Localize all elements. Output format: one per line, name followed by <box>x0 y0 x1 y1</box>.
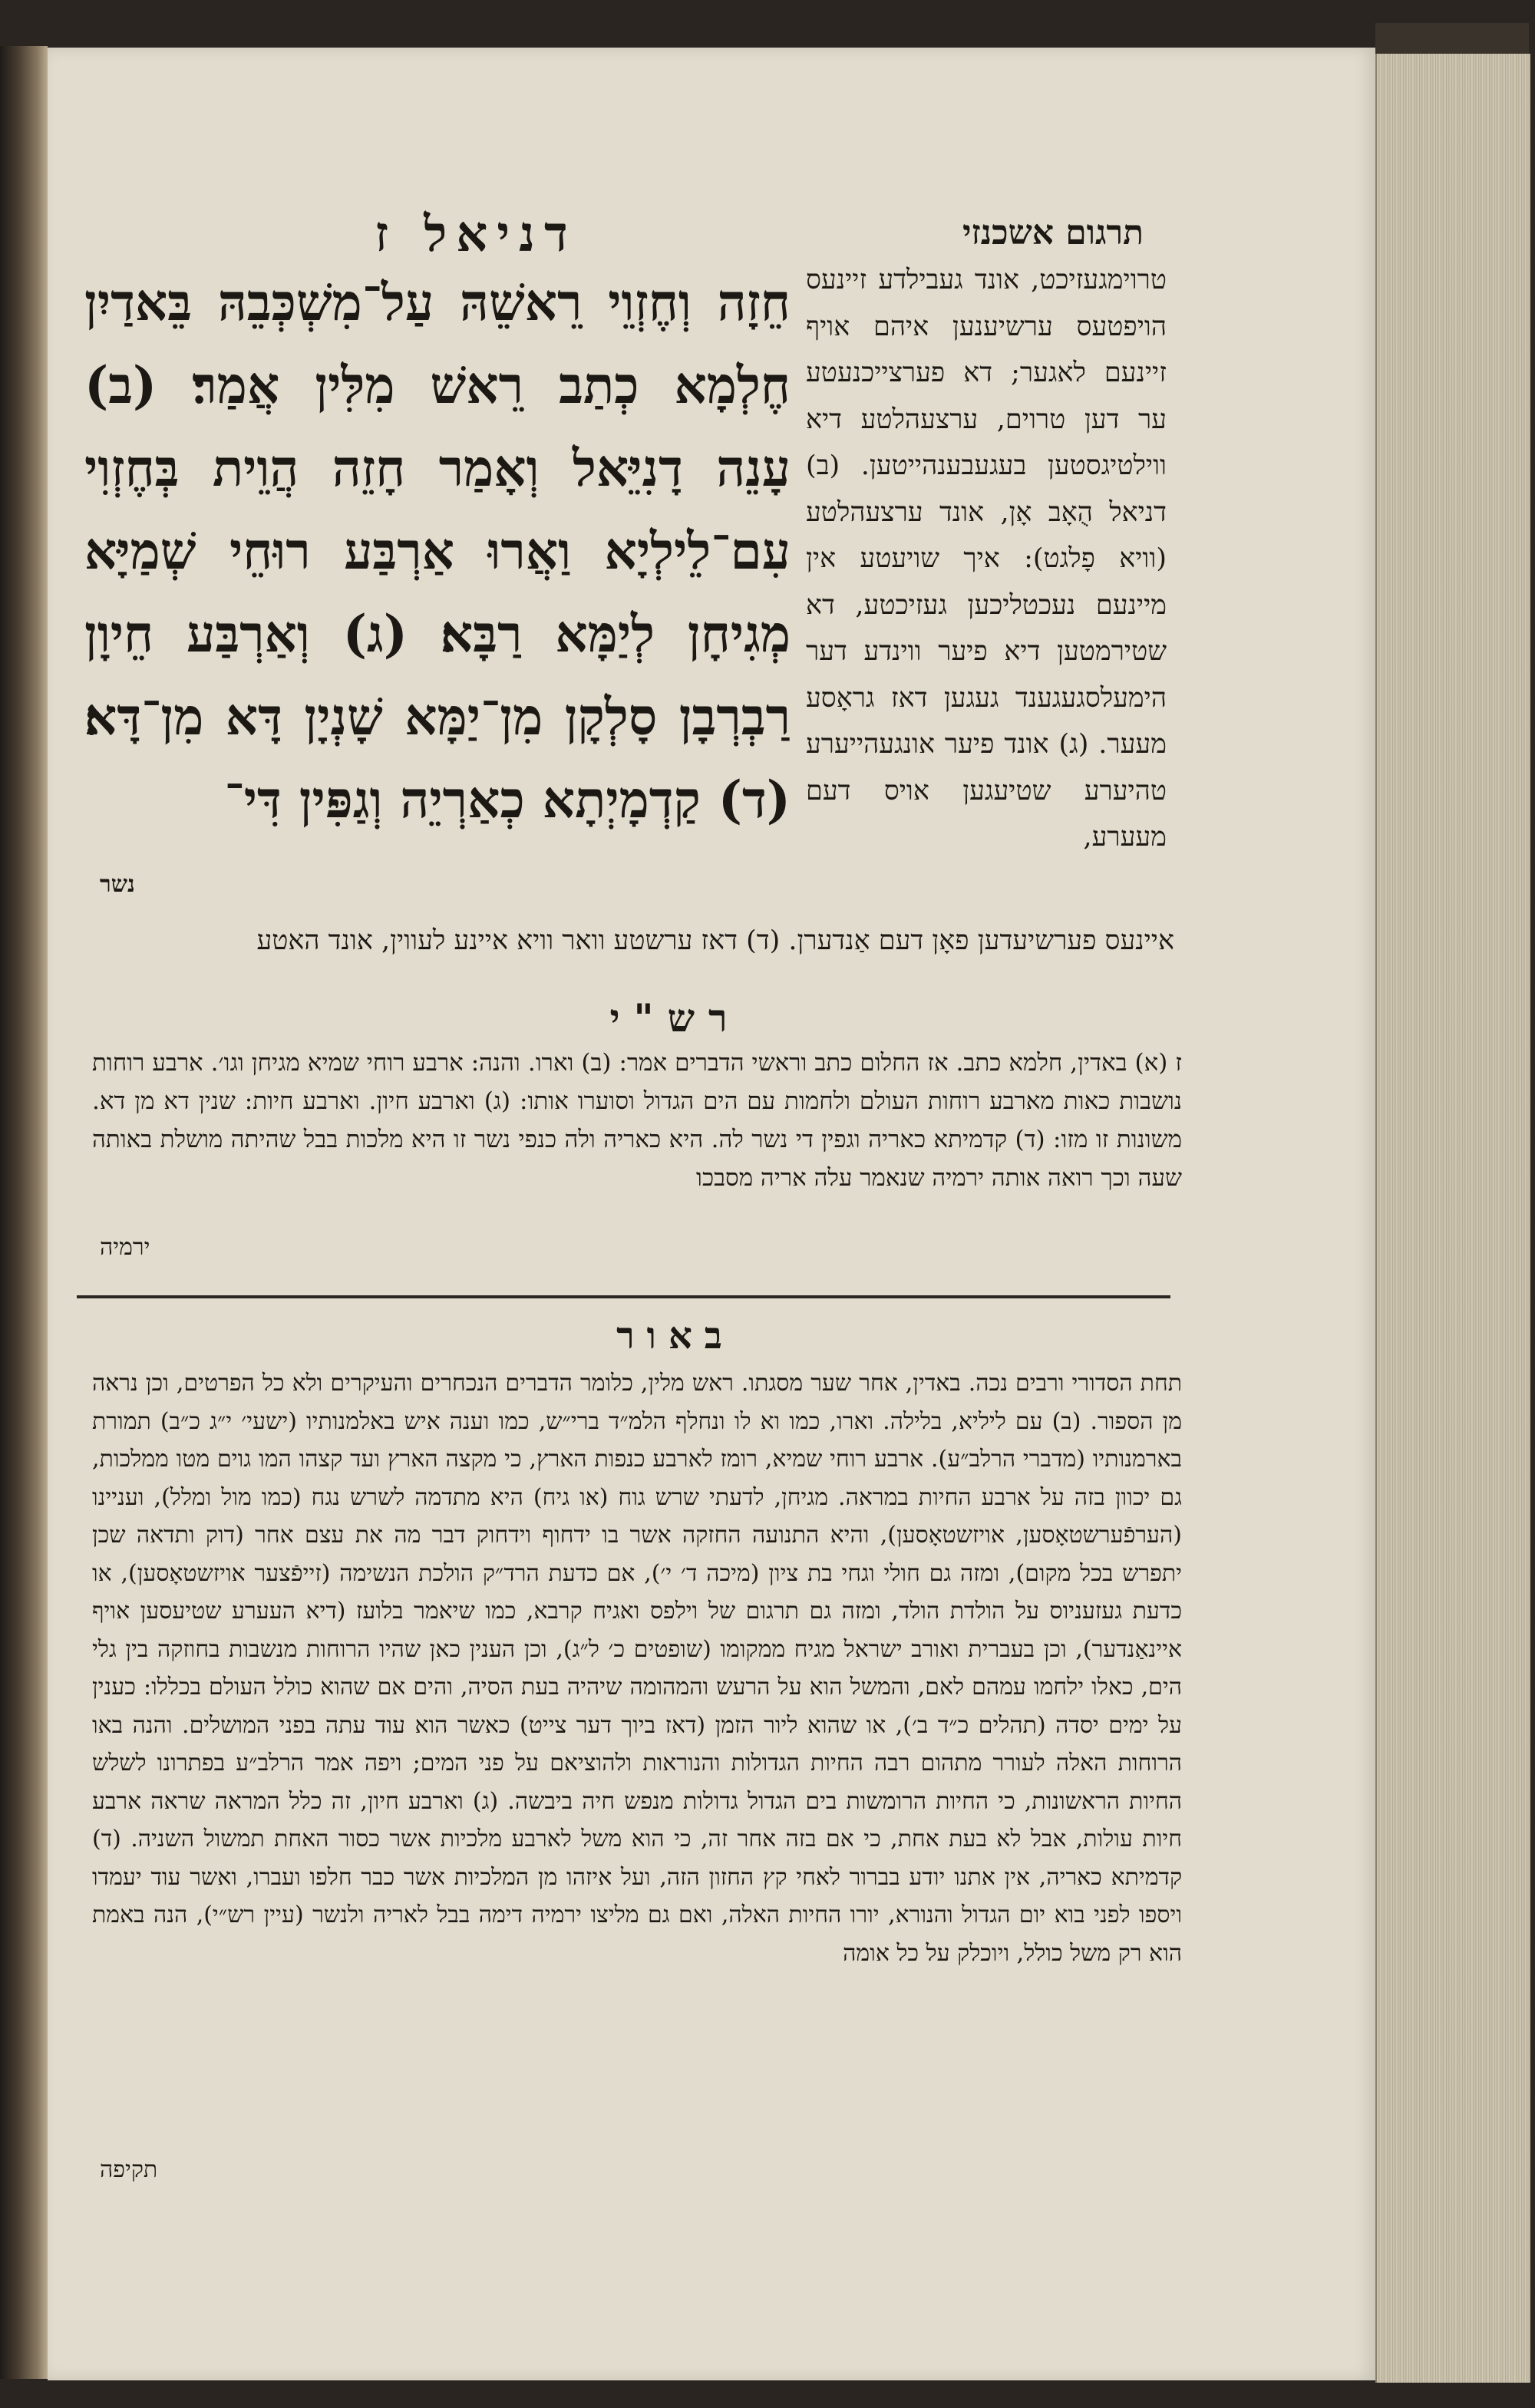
biur-commentary: תחת הסדורי ורבים נכה. באדין, אחר שער מסגתו. ראש מלין, כלומר הדברים הנכחרים והעיקרים ולא כל הפרטים, וכן נראה מן הספור. (ב) עם ליליא, בלילה. וארו, כמו וא לו ונחלף הלמ״ד ברי״ש, כמו וענה איש באלמנותיו (ישעי׳ י״ג כ״ב) תמורת בארמנותיו (מדברי הרלב״ע). ארבע רוחי שמיא, רומז לארבע כנפות הארץ, כי מקצה הארץ ועד קצהו המו גוים מטו ממלכות, גם יכוון בזה על ארבע החיות במראה. מגיחן, לדעתי שרש גוח (או גיח) היא מתדמה לשרש נגח (כמו מול ומלל), ועניינו (הערפֿערשטאָסען, אויזשטאָסען), והיא התנועה החזקה אשר בו ידחוף וידחוק דבר מה את עצם אחר (דוק ותדאה שכן יתפרש בכל מקום), ומזה גם חולי וגחי בת ציון (מיכה ד׳ י׳), אם כדעת הרד״ק הולכת הנשימה (זייפֿצער אויזשטאָסען), או כדעת געזעניוס על הולדת הולד, ומזה גם תרגום של וילפס ואגיח קרבא, כמו שיאמר בלועז (דיא העערע שטיעסען אויף איינאַנדער), וכן בעברית ואורב ישראל מגיח ממקומו (שופטים כ׳ ל״ג), וכן הענין כאן שהיו הרוחות מנשבות בחוזקה בין גלי הים, כאלו ילחמו עמהם לאם, והמשל הוא על הרעש והמהומה שיהיה בעת הסיה, והים אם שהוא כולל העולם בכללו: כענין על ימים יסדה (תהלים כ״ד ב׳), או שהוא ליור הזמן (דאז ביוך דער צייט) כאשר הוא עוד עתה בפני המושלים. והנה באו הרוחות האלה לעורר מתהום רבה החיות הגדולות והנוראות ולהוציאם על פני המים; ויפה אמר הרלב״ע בפתרונו לשלש החיות הראשונות, כי החיות הרומשות בים הגדול גדולות מנפש חיה ביבשה. (ג) וארבע חיון, זה כלל המראה שראה ארבע חיות עולות, אבל לא בעת אחת, כי אם בזה אחר זה, כי הוא משל לארבע מלכיות אשר כסור האחת תמשול השניה. (ד) קדמיתא כאריה, אין אתנו יודע בברור לאחי קץ החזון הזה, ועל איזהו מן המלכיות אשר כבר חלפו ועברו, ואשר עוד יעמדו ויספו לפני בוא יום הגדול והנורא, יורו החיות האלה, ואם גם מליצו ירמיה דימה בבל לאריה ולנשר (עיין רש״י), הנה באמת הוא רק משל כולל, ויוכלק על כל אומה <box>92 1370 1182 1967</box>
running-header-right: תרגום אשכנזי <box>962 213 1144 252</box>
catchword-aramaic: נשר <box>100 871 135 898</box>
rashi-section-title: רש"י <box>609 995 741 1041</box>
section-divider-rule <box>77 1295 1170 1298</box>
catchword-biur: תקיפה <box>100 2156 158 2183</box>
page-edges <box>1375 54 1530 2383</box>
yiddish-translation-continuation: איינעס פערשיעדען פאָן דעם אַנדערן. (ד) דאז ערשטע וואר וויא איינע לעווין, אונד האטע <box>256 925 1174 956</box>
yiddish-translation-column: טרוימגעזיכט, אונד געבילדע זיינעס הויפטעס ערשיענען איהם אויף זיינעם לאגער; דא פערצייכנעטע ער דען טרוים, ערצעהלטע דיא ווילטיגסטען בעגעבענהייטען. (ב) דניאל הֻאָב אָן, אונד ערצעהלטע (וויא פָלגט): איך שויעטע אין מיינעם נעכטליכען געזיכטע, דא שטירמטען דיא פיער ווינדע דער הימעלסגעגענד געגען דאז גראָסע מעער. (ג) אונד פיער אונגעהייערע טהיערע שטיעגען אויס דעם מעערע, <box>806 265 1167 853</box>
running-header-left: דניאל ז <box>375 206 577 263</box>
aramaic-text-block: חֵזָה וְחֶזְוֵי רֵאשֵׁהּ עַל־מִשְׁכְּבֵהּ בֵּאדַיִן חֶלְמָא כְתַב רֵאשׁ מִלִּין אֲמַר׃ (ב) עָנֵה דָנִיֵּאל וְאָמַר חָזֵה הֲוֵית בְּחֶזְוִי עִם־לֵילְיָא וַאֲרוּ אַרְבַּע רוּחֵי שְׁמַיָּא מְגִיחָן לְיַמָּא רַבָּא׃ (ג) וְאַרְבַּע חֵיוָן רַבְרְבָן סָלְקָן מִן־יַמָּא שָׁנְיָן דָּא מִן־דָּא׃ (ד) קַדְמָיְתָא כְאַרְיֵה וְגַפִּין דִּי־ <box>84 272 791 830</box>
rashi-commentary: ז (א) באדין, חלמא כתב. אז החלום כתב וראשי הדברים אמר: (ב) וארו. והנה: ארבע רוחי שמיא מגיחן וגו׳. ארבע רוחות נושבות כאות מארבע רוחות העולם ולחמות עם הים הגדול וסוערו אותו: (ג) וארבע חיון. וארבע חיות: שנין דא מן דא. משונות זו מזו: (ד) קדמיתא כאריה וגפין די נשר לה. היא כאריה ולה כנפי נשר זו היא מלכות בבל שהיתה מושלת באותה שעה וכך רואה אותה ירמיה שנאמר עלה אריה מסבכו <box>92 1049 1182 1192</box>
book-binding-left <box>0 46 48 2379</box>
catchword-rashi: ירמיה <box>100 1234 150 1261</box>
book-spine-top <box>1375 23 1529 55</box>
biur-section-title: באור <box>616 1315 734 1357</box>
